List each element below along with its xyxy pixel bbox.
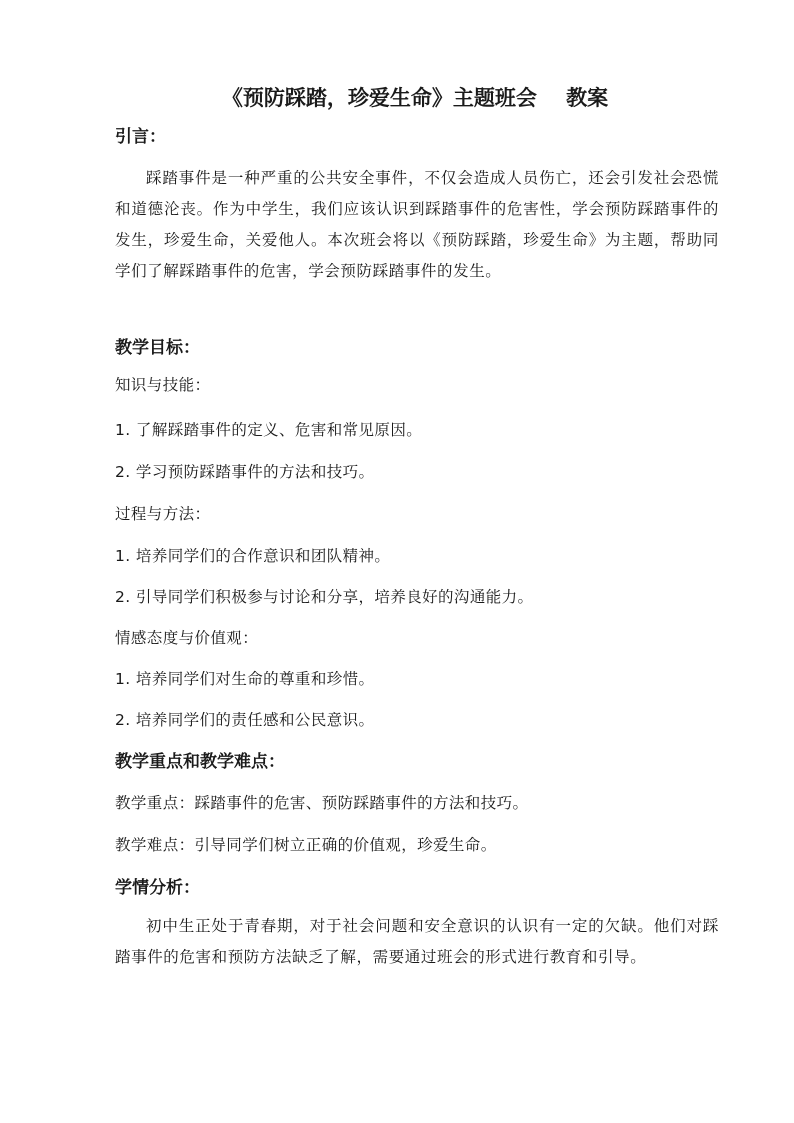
intro-paragraph: 踩踏事件是一种严重的公共安全事件，不仅会造成人员伤亡，还会引发社会恐慌和道德沦丧。作为中学生，我们应该认识到踩踏事件的危害性，学会预防踩踏事件的发生，珍爱生命，关爱他人。本次班会将以《预防踩踏，珍爱生命》为主题，帮助同学们了解踩踏事件的危害，学会预防踩踏事件的发生。 (115, 169, 719, 280)
knowledge-item-1: 1. 了解踩踏事件的定义、危害和常见原因。 (115, 421, 423, 439)
values-label: 情感态度与价值观： (115, 629, 259, 647)
analysis-heading: 学情分析： (115, 878, 200, 898)
teaching-difficulty: 教学难点：引导同学们树立正确的价值观，珍爱生命。 (115, 836, 497, 854)
values-item-2: 2. 培养同学们的责任感和公民意识。 (115, 711, 375, 729)
process-methods-label: 过程与方法： (115, 505, 211, 523)
knowledge-skills-label: 知识与技能： (115, 376, 211, 394)
intro-heading: 引言： (115, 127, 166, 147)
document-title: 《预防踩踏，珍爱生命》主题班会 教案 (221, 86, 609, 110)
process-item-2: 2. 引导同学们积极参与讨论和分享，培养良好的沟通能力。 (115, 588, 534, 606)
keypoints-heading: 教学重点和教学难点： (115, 752, 285, 772)
values-item-1: 1. 培养同学们对生命的尊重和珍惜。 (115, 670, 375, 688)
process-item-1: 1. 培养同学们的合作意识和团队精神。 (115, 547, 391, 565)
goals-heading: 教学目标： (115, 338, 200, 358)
analysis-paragraph: 初中生正处于青春期，对于社会问题和安全意识的认识有一定的欠缺。他们对踩踏事件的危害和预防方法缺乏了解，需要通过班会的形式进行教育和引导。 (115, 917, 719, 966)
teaching-focus: 教学重点：踩踏事件的危害、预防踩踏事件的方法和技巧。 (115, 794, 529, 812)
knowledge-item-2: 2. 学习预防踩踏事件的方法和技巧。 (115, 463, 375, 481)
